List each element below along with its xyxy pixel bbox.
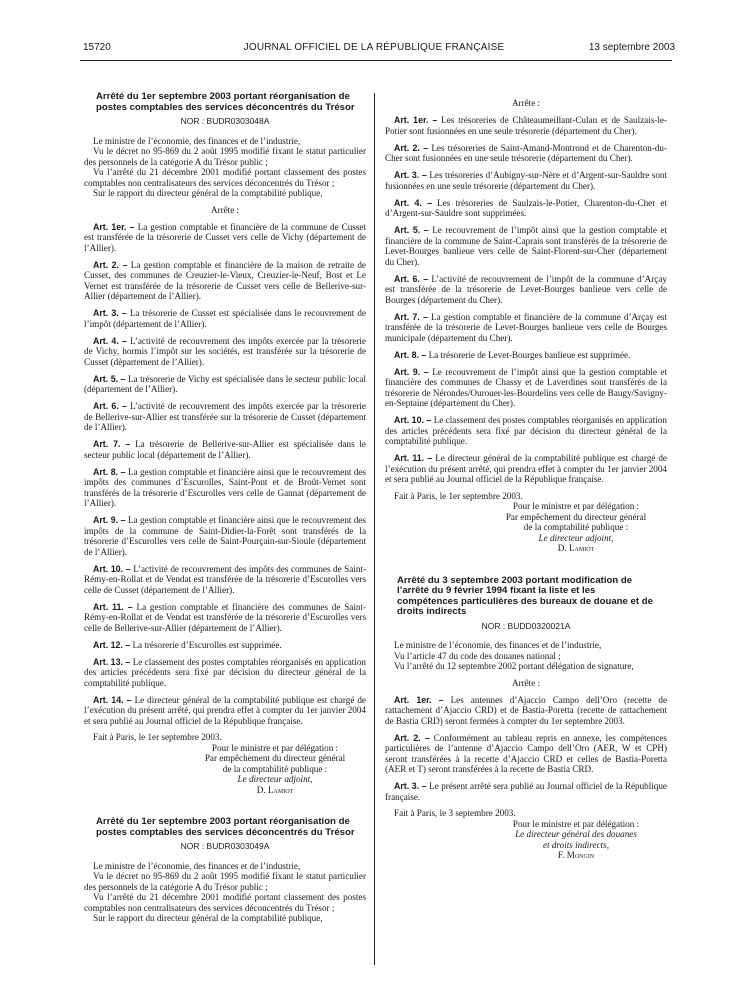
article-number: Art. 12. – <box>93 639 131 650</box>
article-number: Art. 2. – <box>93 259 128 270</box>
visa-paragraph: Vu l’arrêté du 21 décembre 2001 modifié portant classement des postes comptables non centralisateurs des services déconcentrés du Trésor ; <box>84 892 366 913</box>
article-paragraph: Art. 2. – Les trésoreries de Saint-Amand-Montrond et de Charenton-du-Cher sont fusionnées en une seule trésorerie (département du Cher). <box>385 142 667 163</box>
arrete-label: Arrête : <box>511 98 541 108</box>
nor-reference: NOR : BUDR0303048A <box>180 116 270 126</box>
signature-block <box>385 501 667 554</box>
article-paragraph: Art. 1er. – Les antennes d’Ajaccio Campo dell’Oro (recette de rattachement d’Ajaccio CRD) et de Bastia-Poretta (recette de rattachement de Bastia CRD) seront fermées à compter du 1er septembre 2003. <box>385 694 667 726</box>
signature-line: Par empêchement du directeur général <box>204 753 346 763</box>
article-paragraph: Art. 2. – Conformément au tableau repris en annexe, les compétences particulières de l’antenne d’Ajaccio Campo dell’Oro (AER, W et CPH) seront transférées à la recette d’Ajaccio CRD et celles de Bastia-Poretta (AER et T) seront transférées à la recette de Bastia CRD. <box>385 732 667 774</box>
article-number: Art. 2. – <box>394 732 430 743</box>
article-paragraph: Art. 10. – Le classement des postes comptables réorganisés en application des articles précédents sera fixé par décision du directeur général de la comptabilité publique. <box>385 415 667 446</box>
article-paragraph: Art. 1er. – La gestion comptable et financière de la commune de Cusset est transférée de la trésorerie de Cusset vers celle de Vichy (département de l’Allier). <box>84 221 366 253</box>
article-number: Art. 3. – <box>93 308 127 318</box>
visa-paragraph: Vu l’arrêté du 12 septembre 2002 portant délégation de signature, <box>394 661 634 671</box>
issue-date: 13 septembre 2003 <box>588 42 675 53</box>
article-number: Art. 7. – <box>394 311 428 322</box>
visa-paragraph: Vu l’article 47 du code des douanes national ; <box>394 650 561 661</box>
article-number: Art. 9. – <box>394 366 429 377</box>
article-paragraph: Art. 6. – L’activité de recouvrement des impôts exercée par la trésorerie de Bellerive-sur-Allier est transférée sur la trésorerie de Cusset (département de l’Allier). <box>84 401 366 432</box>
article-number: Art. 11. – <box>93 601 133 612</box>
decree-title: Arrêté du 1er septembre 2003 portant réorganisation de postes comptables des services déconcentrés du Trésor <box>96 91 355 113</box>
visa-paragraph: Le ministre de l’économie, des finances et de l’industrie, <box>394 640 602 650</box>
left-column <box>84 92 366 924</box>
right-column <box>385 92 667 861</box>
signature-line: Le directeur adjoint, <box>538 532 614 543</box>
signature-line: Par empêchement du directeur général <box>505 511 647 522</box>
signature-line: Le directeur général des douanes <box>515 829 637 839</box>
article-paragraph: Art. 9. – Le recouvrement de l’impôt ainsi que la gestion comptable et financière des communes de Chassy et de Laverdines sont transférés de la trésorerie de Nérondes/Ourouer-les-Bourdelins vers celle de Baugy/Savigny-en-Septaine (département du Cher). <box>385 366 667 408</box>
article-paragraph: Art. 11. – La gestion comptable et financière des communes de Saint-Rémy-en-Rollat et de Vendat est transférée de la trésorerie d’Escurolles vers celle de Bellerive-sur-Allier (département de l’Allier). <box>84 601 366 633</box>
article-number: Art. 10. – <box>394 415 432 425</box>
article-paragraph: Art. 5. – La trésorerie de Vichy est spécialisée dans le secteur public local (département de l’Allier). <box>84 373 366 394</box>
article-paragraph: Art. 1er. – Les trésoreries de Châteaumeillant-Culan et de Saulzais-le-Potier sont fusionnées en une seule trésorerie (département du Cher). <box>385 115 667 136</box>
signature-line: D. Lamiot <box>557 543 595 553</box>
article-number: Art. 5. – <box>394 225 429 235</box>
signature-line: D. Lamiot <box>256 784 294 795</box>
visa-paragraph: Vu le décret no 95-869 du 2 août 1995 modifié fixant le statut particulier des personnels de la catégorie A du Trésor public ; <box>84 146 366 167</box>
article-paragraph: Art. 8. – La gestion comptable et financière ainsi que le recouvrement des impôts des communes d’Escurolles, Saint-Pont et de Broût-Vernet sont transférés de la trésorerie d’Escurolles vers celle de Gannat (département de l’Allier). <box>84 466 366 508</box>
article-paragraph: Art. 7. – La trésorerie de Bellerive-sur-Allier est spécialisée dans le secteur public local (département de l’Allier). <box>84 439 366 460</box>
arrete-label: Arrête : <box>511 677 541 688</box>
article-paragraph: Art. 4. – Les trésoreries de Saulzais-le-Potier, Charenton-du-Cher et d’Argent-sur-Sauldre sont supprimées. <box>385 197 667 218</box>
article-number: Art. 3. – <box>394 170 427 180</box>
header-rule <box>80 60 672 61</box>
article-number: Art. 6. – <box>93 401 127 411</box>
article-paragraph: Art. 3. – Les trésoreries d’Aubigny-sur-Nère et d’Argent-sur-Sauldre sont fusionnées en une seule trésorerie (département du Cher). <box>385 170 667 191</box>
article-number: Art. 1er. – <box>394 115 438 125</box>
article-paragraph: Art. 14. – Le directeur général de la comptabilité publique est chargé de l’exécution du présent arrêté, qui prendra effet à compter du 1er janvier 2004 et sera publié au Journal officiel de la République française. <box>84 694 366 726</box>
signature-line: Le directeur adjoint, <box>237 774 313 784</box>
article-number: Art. 2. – <box>394 142 429 153</box>
signature-line: Pour le ministre et par délégation : <box>512 501 640 511</box>
article-number: Art. 7. – <box>93 439 131 449</box>
article-paragraph: Art. 3. – La trésorerie de Cusset est spécialisée dans le recouvrement de l’impôt (département de l’Allier). <box>84 308 366 329</box>
visa-paragraph: Sur le rapport du directeur général de la comptabilité publique, <box>93 188 323 198</box>
article-paragraph: Art. 5. – Le recouvrement de l’impôt ainsi que la gestion comptable et financière de la commune de Saint-Caprais sont transférés de la trésorerie de Levet-Bourges banlieue vers celle de Saint-Florent-sur-Cher (département du Cher). <box>385 225 667 267</box>
signature-line: Pour le ministre et par délégation : <box>211 742 339 753</box>
arrete-label: Arrête : <box>210 204 240 215</box>
journal-title: JOURNAL OFFICIEL DE LA RÉPUBLIQUE FRANÇAISE <box>243 42 505 53</box>
visa-paragraph: Le ministre de l’économie, des finances et de l’industrie, <box>93 860 301 871</box>
article-paragraph: Art. 7. – La gestion comptable et financière de la commune d’Arçay est transférée de la trésorerie de Levet-Bourges banlieue vers celle de Bourges municipale (département du Cher). <box>385 311 667 343</box>
nor-reference: NOR : BUDR0303049A <box>180 841 270 851</box>
section-spacer <box>84 795 366 817</box>
article-number: Art. 8. – <box>93 466 126 477</box>
signature-line: F. Mongin <box>557 850 595 860</box>
signature-line: de la comptabilité publique : <box>222 763 328 774</box>
decree-title: Arrêté du 3 septembre 2003 portant modification de l’arrêté du 9 février 1994 fixant la liste et les compétences particulières des bureaux de douane et de droits indirects <box>397 574 653 617</box>
signature-line: et droits indirects, <box>543 839 609 850</box>
column-divider <box>374 93 375 965</box>
article-paragraph: Art. 9. – La gestion comptable et financière ainsi que le recouvrement des impôts de la commune de Saint-Didier-la-Forêt sont transférés de la trésorerie d’Escurolles vers celle de Saint-Pourçain-sur-Sioule (département de l’Allier). <box>84 515 366 557</box>
article-number: Art. 1er. – <box>394 694 444 705</box>
article-number: Art. 3. – <box>394 781 427 791</box>
signature-line: Pour le ministre et par délégation : <box>512 818 640 829</box>
article-paragraph: Art. 11. – Le directeur général de la comptabilité publique est chargé de l’exécution du présent arrêté, qui prendra effet à compter du 1er janvier 2004 et sera publié au Journal officiel de la République française. <box>385 453 667 484</box>
article-number: Art. 4. – <box>394 197 432 208</box>
page-number: 15720 <box>83 42 111 53</box>
article-paragraph: Art. 3. – Le présent arrêté sera publié au Journal officiel de la République française. <box>385 781 667 802</box>
article-number: Art. 10. – <box>93 563 131 574</box>
article-paragraph: Art. 2. – La gestion comptable et financière de la maison de retraite de Cusset, des communes de Creuzier-le-Vieux, Creuzier-le-Neuf, Bost et Le Vernet est transférée de la trésorerie de Cusset vers celle de Bellerive-sur-Allier (département de l’Allier). <box>84 259 366 301</box>
visa-paragraph: Sur le rapport du directeur général de la comptabilité publique, <box>93 913 323 923</box>
article-number: Art. 5. – <box>93 373 126 384</box>
decree-title: Arrêté du 1er septembre 2003 portant réorganisation de postes comptables des services déconcentrés du Trésor <box>96 816 355 838</box>
article-number: Art. 6. – <box>394 273 429 284</box>
article-number: Art. 14. – <box>93 694 132 705</box>
article-paragraph: Art. 10. – L’activité de recouvrement des impôts des communes de Saint-Rémy-en-Rollat et de Vendat est transférée de la trésorerie d’Escurolles vers celle de Cusset (département de l’Allier). <box>84 563 366 595</box>
article-paragraph: Art. 4. – L’activité de recouvrement des impôts exercée par la trésorerie de Vichy, hormis l’impôt sur les sociétés, est transférée sur la trésorerie de Cusset (département de l’Allier). <box>84 335 366 367</box>
article-number: Art. 4. – <box>93 335 127 346</box>
article-paragraph: Art. 6. – L’activité de recouvrement de l’impôt de la commune d’Arçay est transférée de la trésorerie de Levet-Bourges banlieue vers celle de Bourges (département du Cher). <box>385 273 667 305</box>
article-paragraph: Art. 12. – La trésorerie d’Escurolles est supprimée. <box>93 639 282 650</box>
visa-paragraph: Le ministre de l’économie, des finances et de l’industrie, <box>93 135 301 146</box>
article-paragraph: Art. 8. – La trésorerie de Levet-Bourges banlieue est supprimée. <box>394 349 631 360</box>
page-header <box>0 42 748 58</box>
signature-line: de la comptabilité publique : <box>523 522 629 532</box>
signature-date: Fait à Paris, le 3 septembre 2003. <box>394 808 516 818</box>
article-number: Art. 1er. – <box>93 221 135 232</box>
signature-block <box>385 819 667 861</box>
article-number: Art. 11. – <box>394 453 433 463</box>
section-spacer <box>385 554 667 576</box>
signature-date: Fait à Paris, le 1er septembre 2003. <box>394 490 523 501</box>
visa-paragraph: Vu le décret no 95-869 du 2 août 1995 modifié fixant le statut particulier des personnels de la catégorie A du Trésor public ; <box>84 871 366 892</box>
article-number: Art. 9. – <box>93 515 126 525</box>
article-number: Art. 8. – <box>394 349 427 360</box>
article-paragraph: Art. 13. – Le classement des postes comptables réorganisés en application des articles précédents sera fixé par décision du directeur général de la comptabilité publique. <box>84 656 366 688</box>
signature-date: Fait à Paris, le 1er septembre 2003. <box>93 732 222 742</box>
visa-paragraph: Vu l’arrêté du 21 décembre 2001 modifié portant classement des postes comptables non centralisateurs des services déconcentrés du Trésor ; <box>84 167 366 188</box>
article-number: Art. 13. – <box>93 656 131 667</box>
signature-block <box>84 743 366 796</box>
nor-reference: NOR : BUDD0320021A <box>481 620 571 631</box>
